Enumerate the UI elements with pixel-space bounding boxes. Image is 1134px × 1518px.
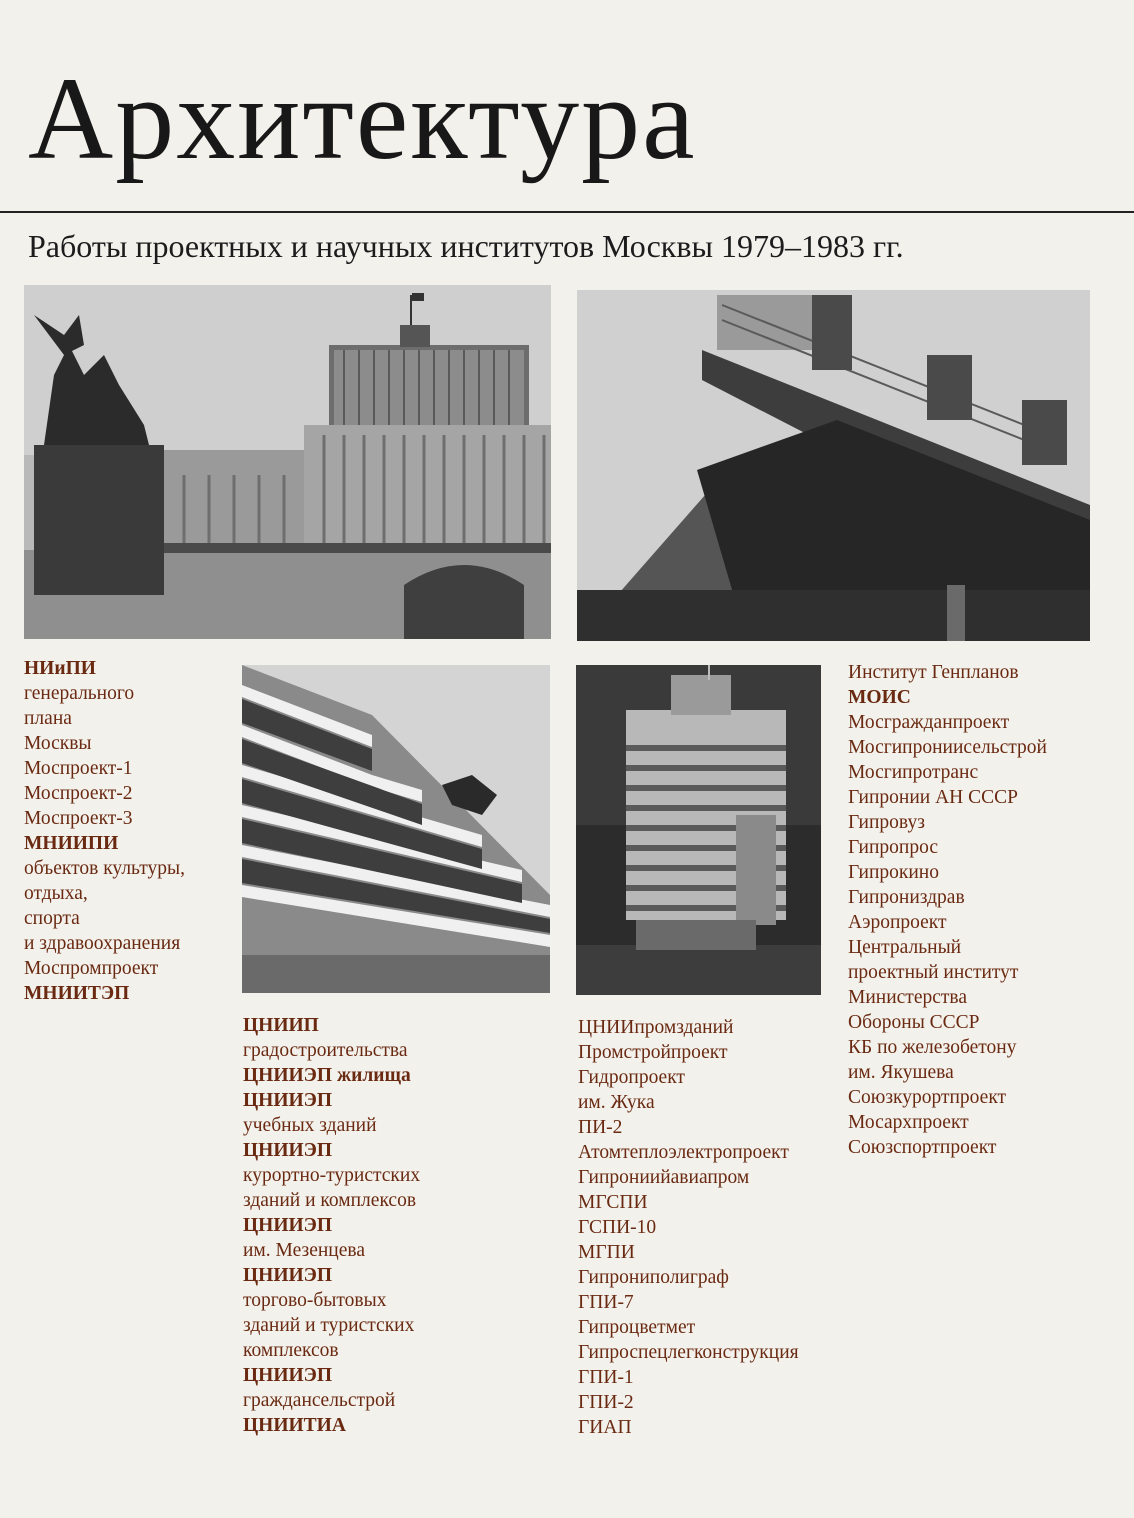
list-item: Союзспортпроект bbox=[848, 1137, 997, 1158]
list-item: ГПИ-7 bbox=[578, 1292, 634, 1313]
list-item: Москвы bbox=[24, 733, 92, 754]
list-item: и здравоохранения bbox=[24, 933, 181, 954]
list-item: плана bbox=[24, 708, 72, 729]
list-item: Гипровуз bbox=[848, 812, 925, 833]
list-item: им. Жука bbox=[578, 1092, 655, 1113]
list-item: генерального bbox=[24, 683, 135, 704]
list-item: Гидропроект bbox=[578, 1067, 685, 1088]
list-item: Гипрониполиграф bbox=[578, 1267, 729, 1288]
list-item: ЦНИИП bbox=[243, 1015, 319, 1036]
list-item: Гипроспецлегконструкция bbox=[578, 1342, 799, 1363]
list-item: НИиПИ bbox=[24, 658, 96, 679]
list-item: отдыха, bbox=[24, 883, 88, 904]
list-item: Центральный bbox=[848, 937, 962, 958]
list-item: Гипропрос bbox=[848, 837, 938, 858]
list-item: ЦНИИпромзданий bbox=[578, 1017, 734, 1038]
list-item: ГПИ-1 bbox=[578, 1367, 634, 1388]
list-item: ЦНИИЭП bbox=[243, 1265, 333, 1286]
list-item: им. Якушева bbox=[848, 1062, 954, 1083]
institutes-list-right bbox=[848, 660, 1047, 1160]
list-item: им. Мезенцева bbox=[243, 1240, 365, 1261]
list-item: проектный институт bbox=[848, 962, 1019, 983]
list-item: Мосгипротранс bbox=[848, 762, 979, 783]
photo-concrete-stairs bbox=[577, 290, 1090, 641]
institutes-list-right-center bbox=[578, 1015, 799, 1440]
list-item: Промстройпроект bbox=[578, 1042, 728, 1063]
list-item: Моспроект-3 bbox=[24, 808, 133, 829]
list-item: Министерства bbox=[848, 987, 968, 1008]
list-item: Мосархпроект bbox=[848, 1112, 969, 1133]
list-item: Гипрокино bbox=[848, 862, 939, 883]
list-item: МГСПИ bbox=[578, 1192, 648, 1213]
list-item: ГИАП bbox=[578, 1417, 632, 1438]
list-item: объектов культуры, bbox=[24, 858, 185, 879]
photo-terraced-building bbox=[242, 665, 550, 993]
list-item: зданий и туристских bbox=[243, 1315, 415, 1336]
photo-white-house bbox=[24, 285, 551, 639]
list-item: Гипрониздрав bbox=[848, 887, 965, 908]
list-item: Аэропроект bbox=[848, 912, 947, 933]
list-item: ГСПИ-10 bbox=[578, 1217, 657, 1238]
institutes-list-center bbox=[243, 1013, 420, 1438]
list-item: ЦНИИЭП жилища bbox=[243, 1065, 411, 1086]
list-item: МОИС bbox=[848, 687, 911, 708]
list-item: Гипроцветмет bbox=[578, 1317, 696, 1338]
title-rule bbox=[0, 211, 1134, 213]
list-item: Институт Генпланов bbox=[848, 662, 1019, 683]
list-item: курортно-туристских bbox=[243, 1165, 421, 1186]
photo-tower-building bbox=[576, 665, 821, 995]
list-item: Моспроект-2 bbox=[24, 783, 133, 804]
list-item: Моспроект-1 bbox=[24, 758, 133, 779]
list-item: ПИ-2 bbox=[578, 1117, 623, 1138]
list-item: Атомтеплоэлектропроект bbox=[578, 1142, 789, 1163]
list-item: комплексов bbox=[243, 1340, 339, 1361]
institutes-list-left bbox=[24, 656, 185, 1006]
list-item: зданий и комплексов bbox=[243, 1190, 417, 1211]
list-item: спорта bbox=[24, 908, 80, 929]
list-item: Гипронии АН СССР bbox=[848, 787, 1018, 808]
list-item: гражданcельстрой bbox=[243, 1390, 396, 1411]
cover-subtitle: Работы проектных и научных институтов Москвы 1979–1983 гг. bbox=[28, 228, 904, 264]
list-item: ЦНИИЭП bbox=[243, 1215, 333, 1236]
list-item: ЦНИИЭП bbox=[243, 1090, 333, 1111]
list-item: ЦНИИЭП bbox=[243, 1365, 333, 1386]
list-item: Моспромпроект bbox=[24, 958, 159, 979]
list-item: МНИИПИ bbox=[24, 833, 119, 854]
list-item: МНИИТЭП bbox=[24, 983, 130, 1004]
list-item: МГПИ bbox=[578, 1242, 635, 1263]
list-item: Обороны СССР bbox=[848, 1012, 980, 1033]
list-item: Мосгражданпроект bbox=[848, 712, 1010, 733]
list-item: ЦНИИТИА bbox=[243, 1415, 346, 1436]
list-item: ГПИ-2 bbox=[578, 1392, 634, 1413]
list-item: градостроительства bbox=[243, 1040, 408, 1061]
list-item: Гипрониийавиапром bbox=[578, 1167, 750, 1188]
list-item: Союзкурортпроект bbox=[848, 1087, 1007, 1108]
list-item: ЦНИИЭП bbox=[243, 1140, 333, 1161]
list-item: КБ по железобетону bbox=[848, 1037, 1017, 1058]
list-item: торгово-бытовых bbox=[243, 1290, 387, 1311]
list-item: Мосгипрониисельстрой bbox=[848, 737, 1047, 758]
list-item: учебных зданий bbox=[243, 1115, 377, 1136]
cover-title: Архитектура bbox=[28, 53, 697, 184]
